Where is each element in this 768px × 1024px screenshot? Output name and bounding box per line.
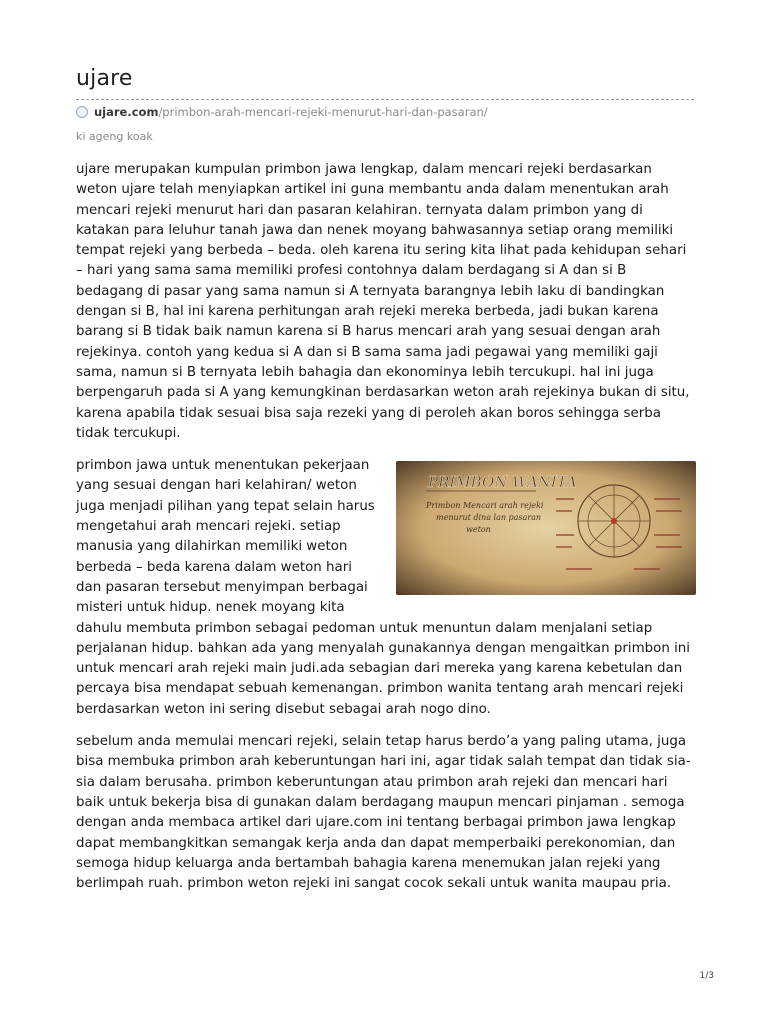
author-name: ki ageng koak: [76, 130, 153, 143]
source-link[interactable]: [76, 105, 488, 119]
source-domain[interactable]: ujare.com: [94, 105, 159, 119]
article-paragraph: ujare merupakan kumpulan primbon jawa lengkap, dalam mencari rejeki berdasarkan weton ujare telah menyiapkan artikel ini guna membantu anda dalam menentukan arah mencari rejeki menurut hari dan pasaran kelahiran. ternyata dalam primbon yang di katakan para leluhur tanah jawa dan nenek moyang bahwasannya setiap orang memiliki tempat rejeki yang berbeda – beda. oleh karena itu sering kita lihat pada kehidupan sehari – hari yang sama sama memiliki profesi contohnya dalam berdagang si A dan si B bedagang di pasar yang sama namun si A ternyata barangnya lebih laku di bandingkan dengan si B, hal ini karena perhitungan arah rejeki mereka berbeda, jadi bukan karena barang si B tidak baik namun karena si B harus mencari arah yang sesuai dengan arah rejekinya. contoh yang kedua si A dan si B sama sama jadi pegawai yang memiliki gaji sama, namun si B ternyata lebih bahagia dan ekonominya lebih tercukupi. hal ini juga berpengaruh pada si A yang kemungkinan berdasarkan weton arah rejekinya bukan di situ, karena apabila tidak sesuai bisa saja rezeki yang di peroleh akan boros sehingga serba tidak tercukupi.: [76, 162, 690, 441]
figure-caption-line: weton: [466, 525, 491, 535]
page-title: ujare: [76, 66, 133, 91]
figure-heading: PRIMBON WANITA: [428, 473, 577, 492]
article-paragraph-text: primbon jawa untuk menentukan pekerjaan yang sesuai dengan hari kelahiran/ weton juga menjadi pilihan yang tepat selain harus mengetahui arah mencari rejeki. setiap manusia yang dilahirkan memiliki weton berbeda – beda karena dalam weton hari dan pasaran tersebut menyimpan berbagai misteri untuk hidup. nenek moyang kita dahulu membuta primbon sebagai pedoman untuk menuntun dalam menjalani setiap perjalanan hidup. bahkan ada yang menyalah gunakannya dengan mengaitkan primbon ini untuk mencari arah rejeki main judi.ada sebagian dari mereka yang karena kebetulan dan percaya bisa mendapat sebuah kemenangan. primbon wanita tentang arah mencari rejeki berdasarkan weton ini sering disebut sebagai arah nogo dino.: [76, 458, 690, 717]
figure-caption-line: Primbon Mencari arah rejeki: [426, 501, 544, 511]
compass-wheel-icon: [578, 485, 650, 557]
source-path[interactable]: /primbon-arah-mencari-rejeki-menurut-hari-dan-pasaran/: [158, 105, 488, 119]
article-paragraph-with-figure: [76, 456, 696, 720]
primbon-wanita-image: [396, 461, 696, 595]
page-number: 1/3: [699, 971, 714, 981]
figure-caption-line: menurut dina lan pasaran: [436, 513, 542, 523]
site-favicon-icon: [76, 106, 88, 118]
article-body: [76, 160, 696, 906]
header-divider: [76, 99, 694, 100]
article-paragraph: sebelum anda memulai mencari rejeki, selain tetap harus berdo’a yang paling utama, juga bisa membuka primbon arah keberuntungan hari ini, agar tidak salah tempat dan tidak sia- sia dalam berusaha. primbon keberuntungan atau primbon arah rejeki dan mencari hari baik untuk bekerja bisa di gunakan dalam berdagang maupun mencari pinjaman . semoga dengan anda membaca artikel dari ujare.com ini tentang berbagai primbon jawa lengkap dapat membangkitkan semangak kerja anda dan dapat memperbaiki perekonomian, dan semoga hidup keluarga anda bertambah bahagia karena menemukan jalan rejeki yang berlimpah ruah. primbon weton rejeki ini sangat cocok sekali untuk wanita maupau pria.: [76, 734, 691, 892]
